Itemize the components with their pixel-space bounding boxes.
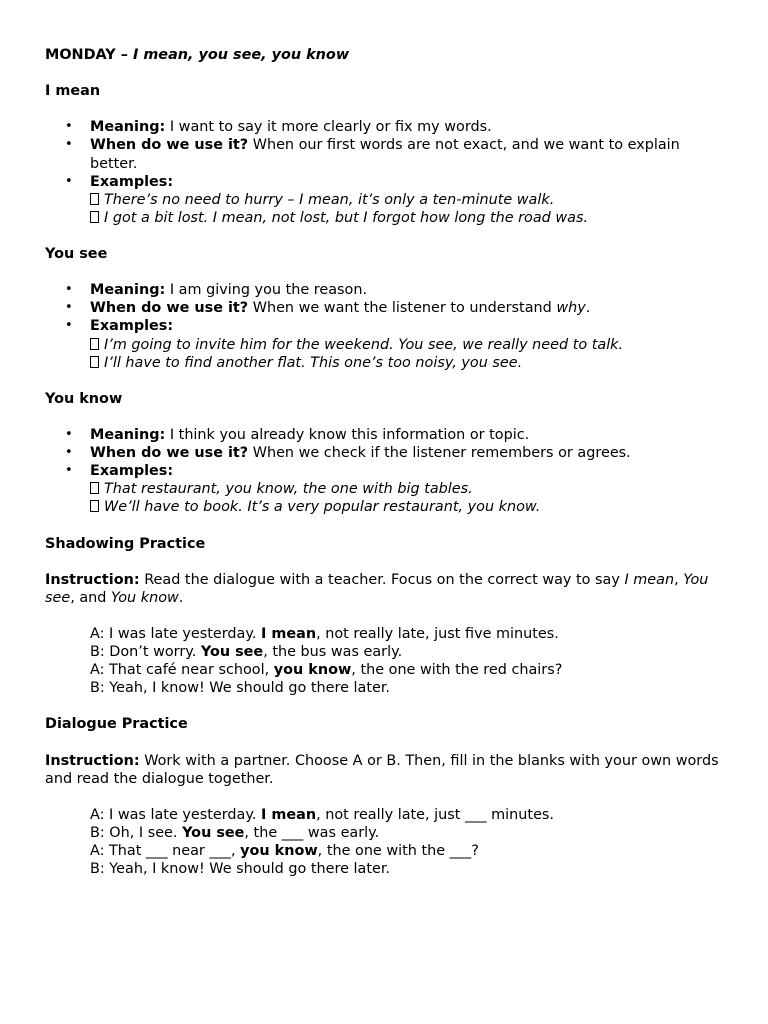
dialogue-line (90, 661, 723, 679)
examples-label: Examples: (90, 173, 174, 190)
example-text: I’ll have to find another flat. This one’s too noisy, you see. (104, 354, 523, 371)
example-text: I’m going to invite him for the weekend. You see, we really need to talk. (104, 336, 624, 353)
i-mean-examples (45, 173, 723, 227)
instruction-phrase: I mean (624, 571, 675, 588)
title-phrases: I mean, you see, you know (132, 47, 350, 63)
title-prefix: MONDAY – (45, 47, 133, 63)
dialogue-line (90, 842, 723, 860)
line-phrase: I mean (260, 626, 317, 642)
example-item (90, 191, 723, 209)
line-text: , the one with the red chairs? (351, 662, 563, 679)
box-icon (90, 500, 99, 512)
instruction-text: Work with a partner. Choose A or B. Then, fill in the blanks with your own words and read the dialogue together. (45, 752, 719, 787)
instruction-label: Instruction: (45, 571, 140, 588)
line-phrase: You see (182, 825, 245, 842)
page-title (45, 46, 723, 64)
instruction-text: , (674, 571, 684, 588)
instruction-phrase: You know (111, 589, 179, 606)
example-item (90, 354, 723, 372)
example-text: We’ll have to book. It’s a very popular restaurant, you know. (104, 499, 541, 516)
example-text: There’s no need to hurry – I mean, it’s only a ten-minute walk. (104, 191, 555, 208)
example-item (90, 480, 723, 498)
instruction-text: . (178, 589, 184, 606)
line-phrase: I mean (260, 806, 317, 823)
dialogue-line (90, 643, 723, 661)
shadowing-instruction (45, 571, 723, 607)
meaning-text: I want to say it more clearly or fix my words. (165, 119, 492, 136)
you-know-meaning (45, 426, 723, 444)
box-icon (90, 482, 99, 494)
meaning-text: I think you already know this information or topic. (165, 426, 530, 443)
when-text: When our first words are not exact, and we want to explain better. (90, 137, 680, 172)
when-label: When do we use it? (90, 137, 249, 154)
you-see-meaning (45, 281, 723, 299)
box-icon (90, 338, 99, 350)
section-shadowing (45, 535, 723, 698)
heading-you-see: You see (45, 246, 108, 263)
dialogue-line (90, 625, 723, 643)
example-item (90, 209, 723, 227)
i-mean-meaning (45, 118, 723, 136)
when-text: When we want the listener to understand (248, 300, 557, 317)
meaning-label: Meaning: (90, 119, 166, 136)
instruction-text: , and (70, 589, 112, 606)
section-you-know (45, 390, 723, 517)
line-text: A: That ___ near ___, (90, 843, 241, 860)
line-text: B: Don’t worry. (90, 644, 201, 661)
shadowing-dialogue (90, 625, 723, 697)
line-text: A: I was late yesterday. (90, 806, 261, 823)
you-see-list (45, 281, 723, 371)
line-text: , not really late, just five minutes. (316, 626, 559, 642)
instruction-label: Instruction: (45, 752, 140, 769)
meaning-label: Meaning: (90, 426, 166, 443)
box-icon (90, 193, 99, 205)
line-phrase: you know (240, 843, 318, 860)
line-text: , not really late, just ___ minutes. (316, 806, 554, 823)
dialogue-instruction (45, 752, 723, 788)
you-know-when (45, 444, 723, 462)
line-phrase: You see (200, 644, 264, 661)
section-dialogue-practice (45, 715, 723, 878)
you-know-list (45, 426, 723, 516)
line-text: , the bus was early. (263, 644, 403, 661)
dialogue-line (90, 824, 723, 842)
when-emphasis: why (556, 300, 586, 317)
examples-label: Examples: (90, 318, 174, 335)
line-text: A: I was late yesterday. (90, 626, 261, 642)
example-text: I got a bit lost. I mean, not lost, but I forgot how long the road was. (104, 209, 589, 226)
you-see-examples (45, 317, 723, 371)
you-know-examples (45, 462, 723, 516)
dialogue-line: B: Yeah, I know! We should go there later. (90, 680, 391, 697)
line-text: B: Oh, I see. (90, 825, 183, 842)
line-text: , the one with the ___? (317, 843, 479, 860)
meaning-text: I am giving you the reason. (165, 282, 368, 299)
when-end: . (585, 300, 591, 317)
i-mean-list (45, 118, 723, 227)
heading-shadowing: Shadowing Practice (45, 535, 206, 552)
example-item (90, 498, 723, 516)
when-text: When we check if the listener remembers or agrees. (248, 445, 631, 462)
dialogue-line: B: Yeah, I know! We should go there later. (90, 861, 391, 878)
box-icon (90, 356, 99, 368)
line-text: , the ___ was early. (244, 825, 380, 842)
heading-i-mean: I mean (45, 83, 101, 100)
when-label: When do we use it? (90, 300, 249, 317)
section-you-see (45, 245, 723, 372)
heading-you-know: You know (45, 390, 123, 407)
example-text: That restaurant, you know, the one with big tables. (104, 481, 473, 498)
dialogue-line (90, 806, 723, 824)
i-mean-when (45, 136, 723, 172)
instruction-text: Read the dialogue with a teacher. Focus on the correct way to say (139, 571, 625, 588)
instruction-phrase: You see (45, 571, 709, 606)
example-item (90, 336, 723, 354)
when-label: When do we use it? (90, 445, 249, 462)
heading-dialogue-practice: Dialogue Practice (45, 716, 188, 733)
practice-dialogue (90, 806, 723, 878)
line-phrase: you know (273, 662, 352, 679)
section-i-mean (45, 82, 723, 227)
box-icon (90, 211, 99, 223)
you-see-when (45, 299, 723, 317)
meaning-label: Meaning: (90, 282, 166, 299)
examples-label: Examples: (90, 463, 174, 480)
line-text: A: That café near school, (90, 662, 274, 679)
